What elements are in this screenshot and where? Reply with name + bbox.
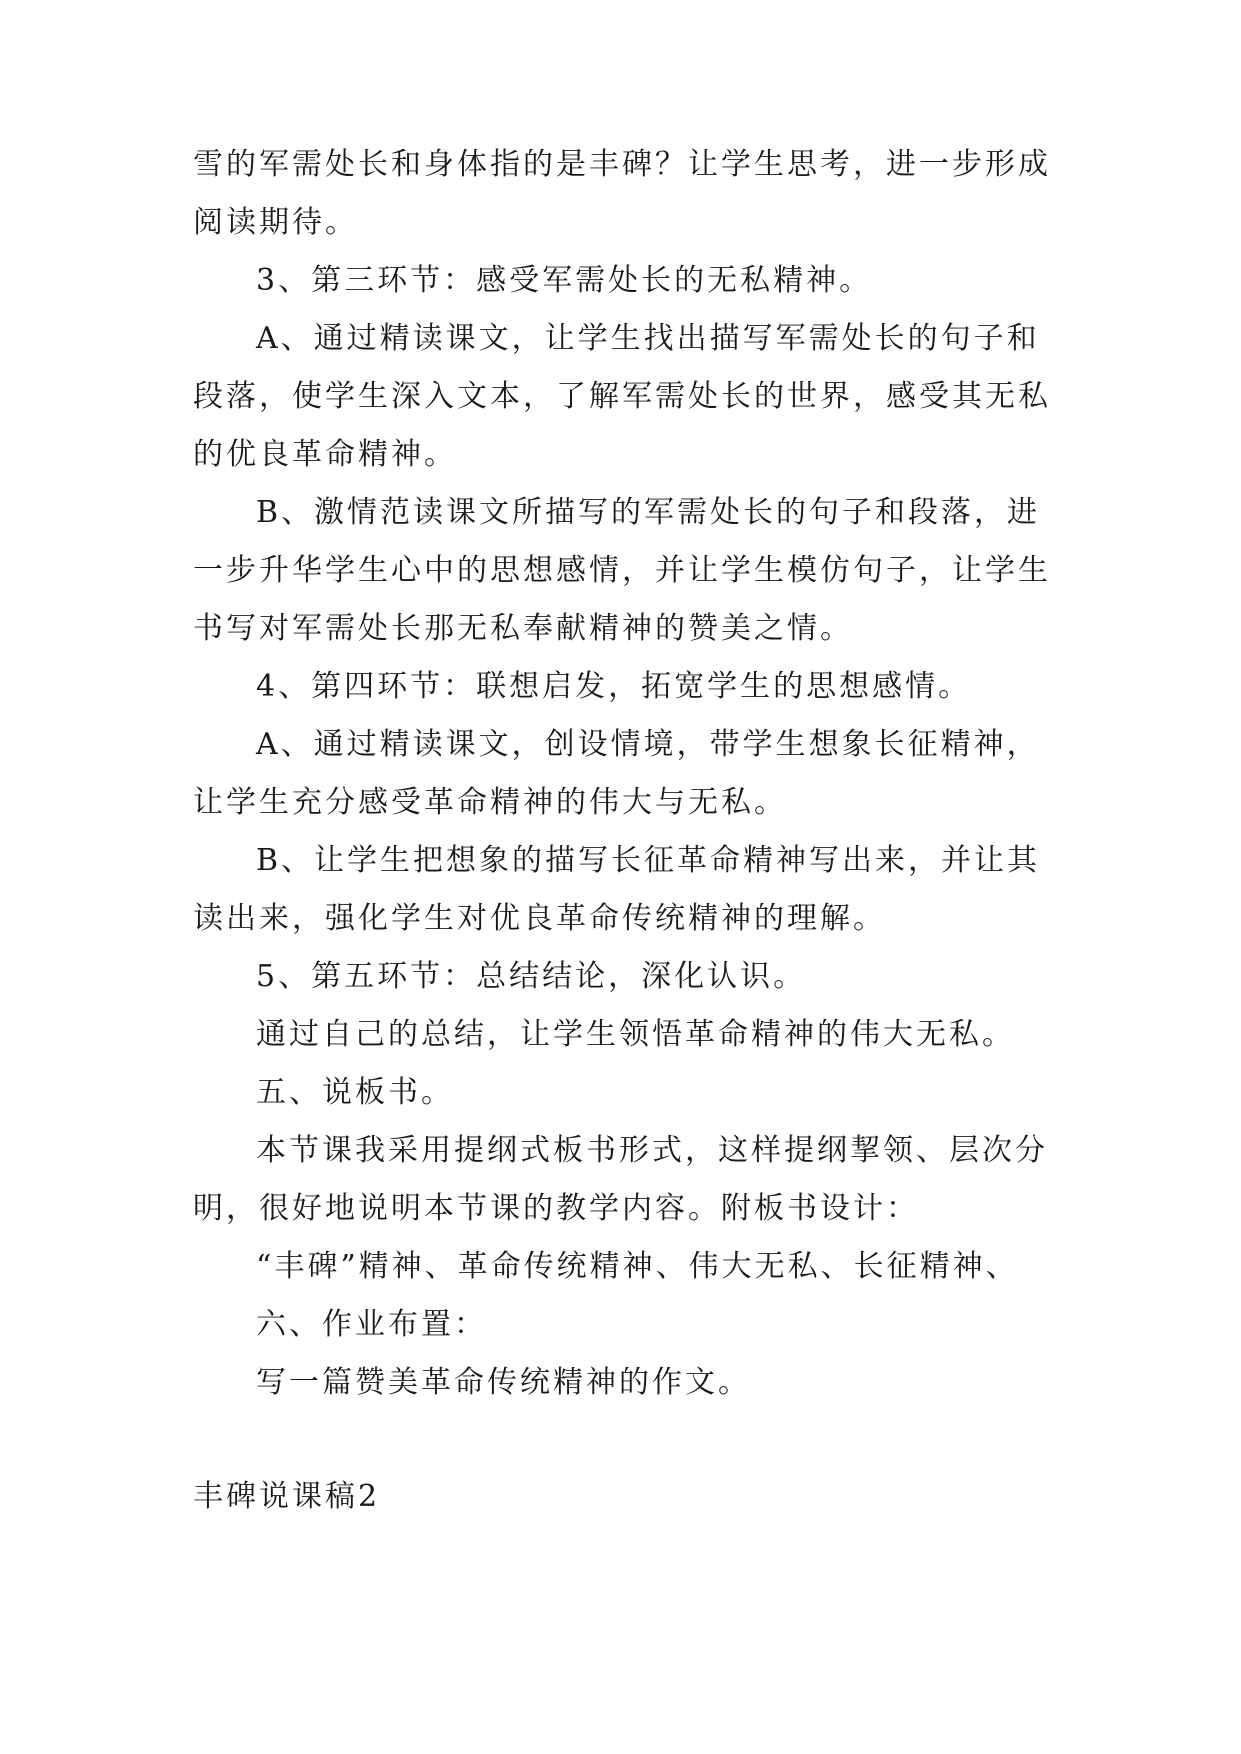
paragraph-step-3b: B、激情范读课文所描写的军需处长的句子和段落，进一步升华学生心中的思想感情，并让学生模仿句子，让学生书写对军需处长那无私奉献精神的赞美之情。 (193, 495, 1051, 646)
paragraph-step-3: 3、第三环节：感受军需处长的无私精神。 (256, 263, 873, 298)
paragraph-continuation: 雪的军需处长和身体指的是丰碑？让学生思考，进一步形成阅读期待。 (193, 147, 1051, 240)
paragraph-step-5: 5、第五环节：总结结论，深化认识。 (256, 959, 807, 994)
paragraph-step-4b: B、让学生把想象的描写长征革命精神写出来，并让其读出来，强化学生对优良革命传统精神的理解。 (193, 843, 1041, 936)
paragraph-section-6: 六、作业布置： (256, 1307, 487, 1342)
paragraph-step-3a: A、通过精读课文，让学生找出描写军需处长的句子和段落，使学生深入文本，了解军需处长的世界，感受其无私的优良革命精神。 (193, 321, 1051, 472)
paragraph-homework: 写一篇赞美革命传统精神的作文。 (256, 1365, 751, 1400)
paragraph-step-4a: A、通过精读课文，创设情境，带学生想象长征精神，让学生充分感受革命精神的伟大与无私。 (193, 727, 1040, 820)
paragraph-step-4: 4、第四环节：联想启发，拓宽学生的思想感情。 (256, 669, 972, 704)
paragraph-summary: 通过自己的总结，让学生领悟革命精神的伟大无私。 (256, 1017, 1015, 1052)
paragraph-board-design: 本节课我采用提纲式板书形式，这样提纲挈领、层次分明，很好地说明本节课的教学内容。附板书设计： (193, 1133, 1048, 1226)
paragraph-board-content: “丰碑”精神、革命传统精神、伟大无私、长征精神、 (256, 1249, 1019, 1284)
paragraph-section-5: 五、说板书。 (256, 1075, 454, 1110)
next-section-title: 丰碑说课稿2 (193, 1479, 381, 1514)
